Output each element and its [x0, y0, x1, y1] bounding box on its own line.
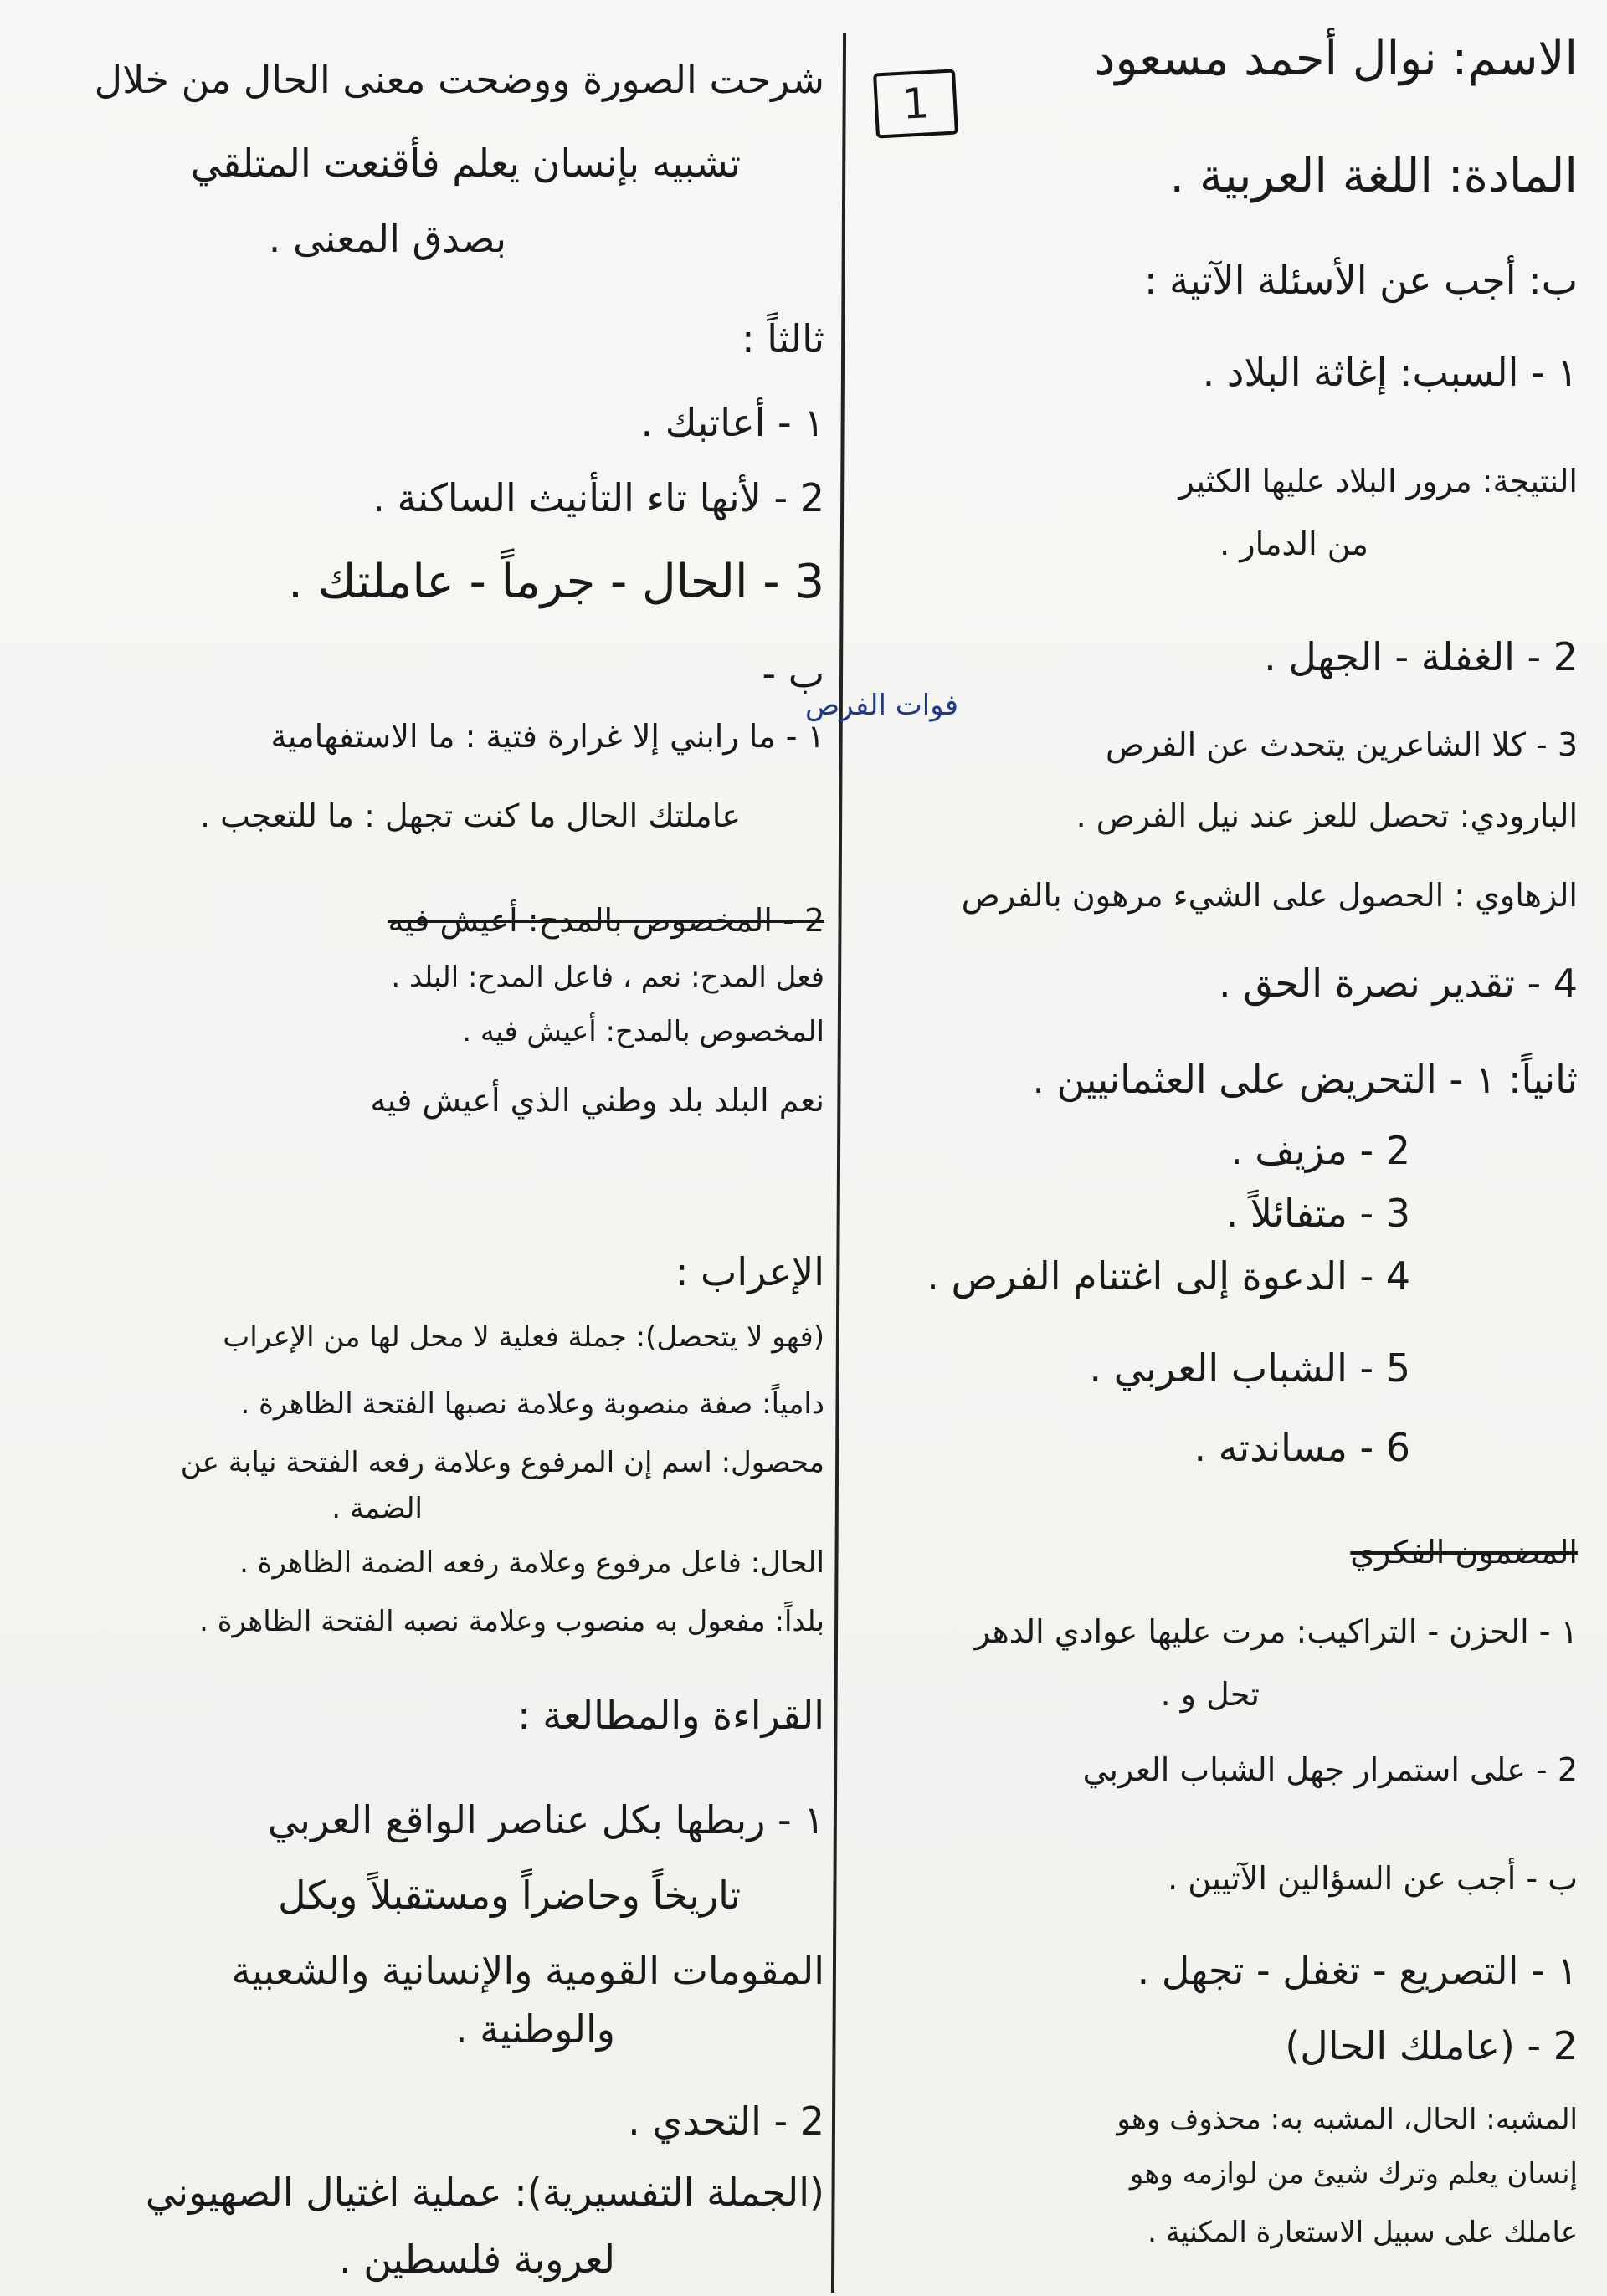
answer-line: 6 - مساندته .: [1194, 1425, 1410, 1470]
answer-line: ١ - ما رابني إلا غرارة فتية : ما الاستفهامية: [270, 718, 824, 755]
answer-line: الحال: فاعل مرفوع وعلامة رفعه الضمة الظاهرة .: [239, 1546, 824, 1580]
answer-line: لعروبة فلسطين .: [338, 2237, 615, 2282]
answer-line: شرحت الصورة ووضحت معنى الحال من خلال: [94, 57, 824, 102]
student-name: الاسم: نوال أحمد مسعود: [1094, 32, 1578, 86]
answer-line: ١ - الحزن - التراكيب: مرت عليها عوادي الدهر: [974, 1613, 1578, 1650]
answer-line: المشبه: الحال، المشبه به: محذوف وهو: [1117, 2103, 1578, 2136]
correction-note: فوات الفرص: [805, 689, 958, 722]
answer-line: والوطنية .: [454, 2006, 615, 2052]
section-heading: ب: أجب عن الأسئلة الآتية :: [1144, 258, 1578, 303]
section-heading: القراءة والمطالعة :: [517, 1693, 824, 1738]
answer-line: نعم البلد بلد وطني الذي أعيش فيه: [370, 1082, 824, 1119]
answer-line: 2 - التحدي .: [628, 2099, 824, 2144]
answer-line: ١ - السبب: إغاثة البلاد .: [1202, 350, 1578, 395]
answer-line: (الجملة التفسيرية): عملية اغتيال الصهيوني: [145, 2170, 824, 2215]
answer-line: من الدمار .: [1219, 525, 1368, 562]
answer-line: تحل و .: [1160, 1676, 1260, 1713]
answer-line: إنسان يعلم وترك شيئ من لوازمه وهو: [1129, 2157, 1578, 2191]
answer-line: 2 - (عاملك الحال): [1285, 2023, 1578, 2068]
answer-line: 5 - الشباب العربي .: [1089, 1345, 1410, 1391]
answer-line: ١ - أعاتبك .: [640, 400, 824, 445]
answer-line: عاملتك الحال ما كنت تجهل : ما للتعجب .: [200, 797, 741, 834]
answer-line: 4 - تقدير نصرة الحق .: [1218, 961, 1578, 1006]
page-number: 1: [901, 79, 931, 129]
section-heading: ب -: [762, 651, 824, 696]
answer-line: فعل المدح: نعم ، فاعل المدح: البلد .: [391, 961, 824, 994]
page-number-box: [873, 69, 958, 138]
answer-line: الزهاوي : الحصول على الشيء مرهون بالفرص: [961, 877, 1578, 914]
section-heading: ثانياً: ١ - التحريض على العثمانيين .: [1032, 1057, 1578, 1102]
answer-line: 3 - متفائلاً .: [1225, 1191, 1410, 1236]
answer-line: 4 - الدعوة إلى اغتنام الفرص .: [927, 1253, 1410, 1299]
answer-line: 3 - كلا الشاعرين يتحدث عن الفرص: [1105, 726, 1578, 763]
answer-line: الضمة .: [331, 1492, 423, 1525]
answer-line: المقومات القومية والإنسانية والشعبية: [231, 1948, 824, 1993]
answer-line: 2 - مزيف .: [1230, 1128, 1410, 1173]
answer-line: النتيجة: مرور البلاد عليها الكثير: [1178, 463, 1578, 500]
answer-line: 2 - لأنها تاء التأنيث الساكنة .: [372, 475, 824, 520]
answer-line: ١ - ربطها بكل عناصر الواقع العربي: [267, 1797, 824, 1842]
crossed-out-heading: المضمون الفكري: [1350, 1534, 1578, 1571]
subject-line: المادة: اللغة العربية .: [1169, 149, 1578, 203]
answer-line: (فهو لا يتحصل): جملة فعلية لا محل لها من الإعراب: [223, 1320, 824, 1354]
answer-line: بصدق المعنى .: [268, 216, 506, 261]
answer-line: محصول: اسم إن المرفوع وعلامة رفعه الفتحة نيابة عن: [180, 1446, 824, 1479]
answer-line: 3 - الحال - جرماً - عاملتك .: [288, 555, 824, 609]
section-heading: ب - أجب عن السؤالين الآتيين .: [1168, 1860, 1578, 1897]
answer-line: بلداً: مفعول به منصوب وعلامة نصبه الفتحة الظاهرة .: [199, 1605, 824, 1638]
answer-line: ١ - التصريع - تغفل - تجهل .: [1137, 1948, 1578, 1993]
answer-line: البارودي: تحصل للعز عند نيل الفرص .: [1076, 797, 1578, 834]
crossed-out-answer: 2 - المخصوص بالمدح: أعيش فيه: [388, 902, 824, 939]
answer-line: المخصوص بالمدح: أعيش فيه .: [462, 1015, 824, 1048]
answer-line: عاملك على سبيل الاستعارة المكنية .: [1147, 2216, 1578, 2249]
answer-line: تشبيه بإنسان يعلم فأقنعت المتلقي: [190, 141, 741, 186]
column-divider: [831, 33, 846, 2293]
answer-line: تاريخاً وحاضراً ومستقبلاً وبكل: [278, 1873, 741, 1918]
section-heading: الإعراب :: [675, 1249, 824, 1294]
answer-line: 2 - الغفلة - الجهل .: [1264, 634, 1578, 679]
section-heading: ثالثاً :: [742, 316, 824, 361]
answer-line: دامياً: صفة منصوبة وعلامة نصبها الفتحة الظاهرة .: [240, 1387, 824, 1421]
answer-line: 2 - على استمرار جهل الشباب العربي: [1082, 1751, 1578, 1788]
